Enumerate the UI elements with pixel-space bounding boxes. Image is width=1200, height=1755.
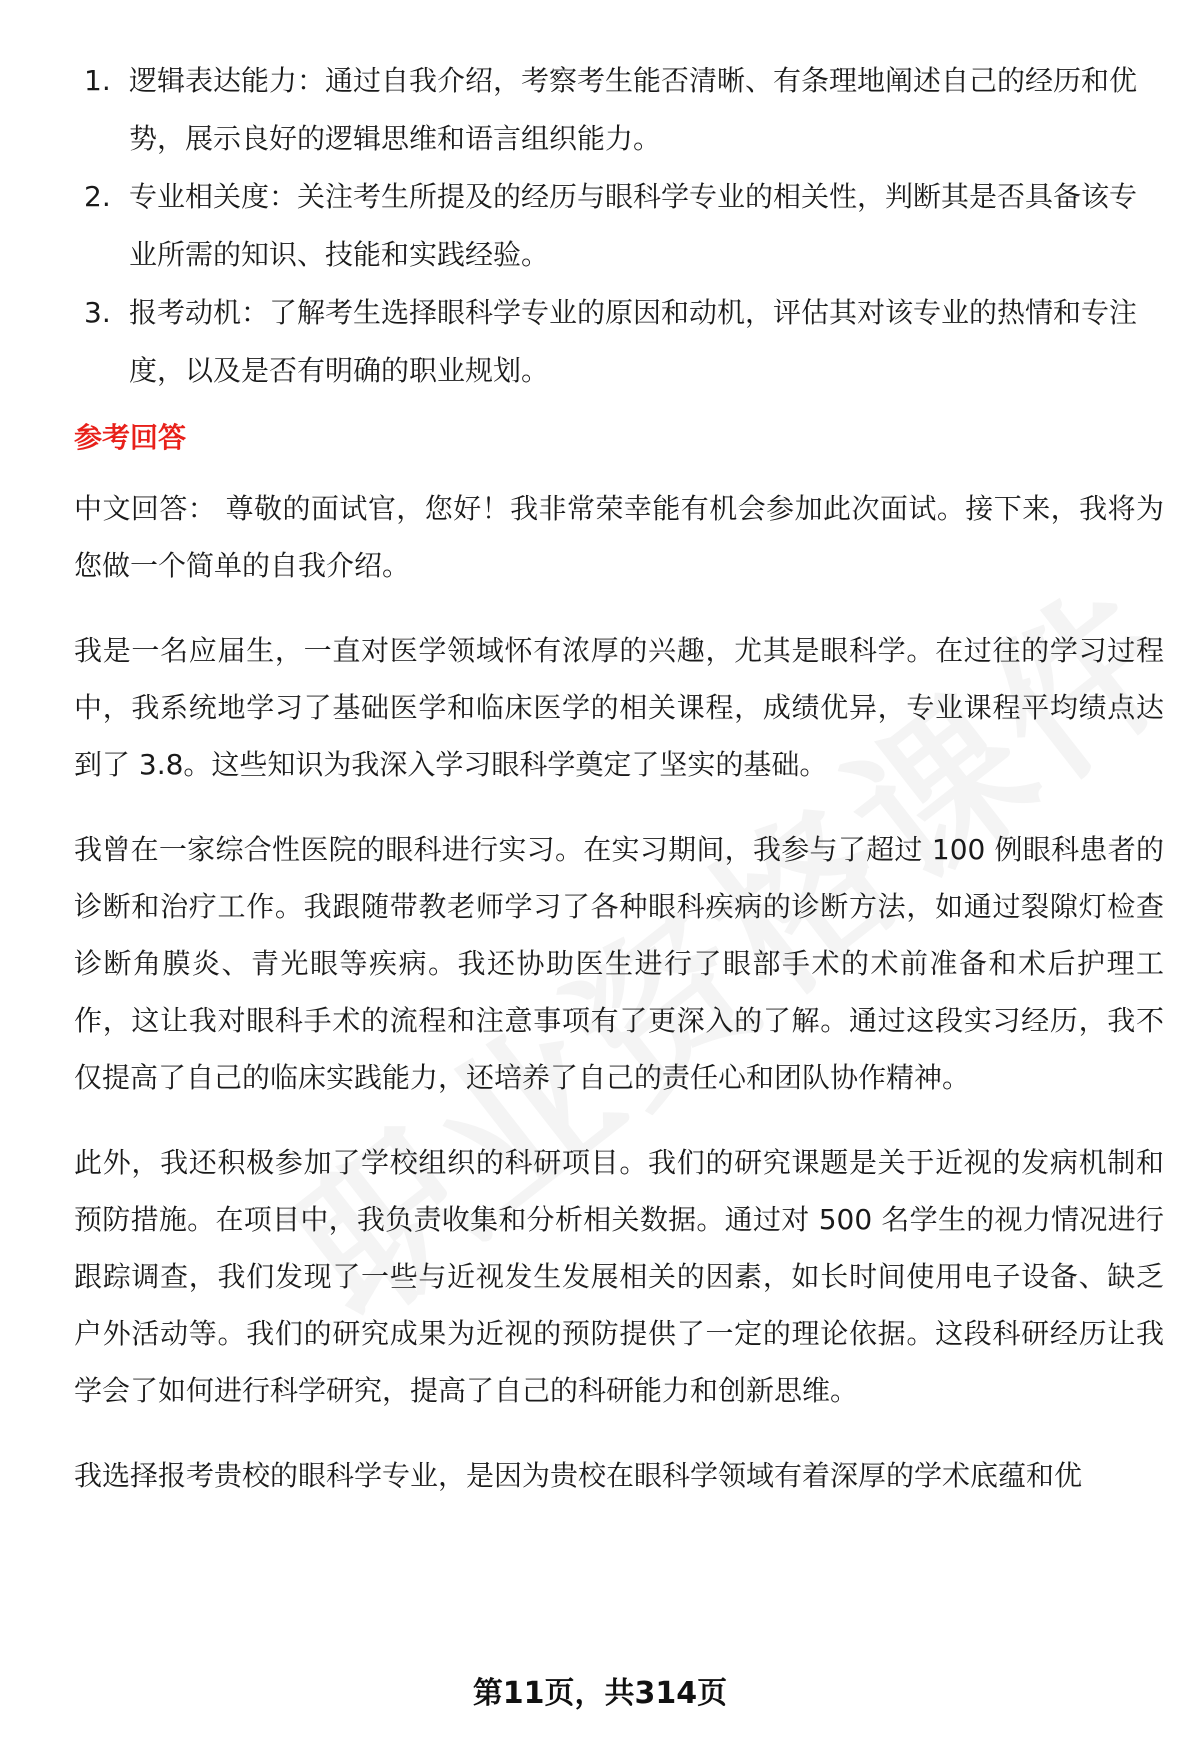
list-item-number: 3. <box>84 296 111 329</box>
list-item-text: 报考动机：了解考生选择眼科学专业的原因和动机，评估其对该专业的热情和专注度，以及是否有明确的职业规划。 <box>129 296 1138 387</box>
list-item <box>74 284 1164 400</box>
list-item-number: 2. <box>84 180 111 213</box>
paragraph: 此外，我还积极参加了学校组织的科研项目。我们的研究课题是关于近视的发病机制和预防措施。在项目中，我负责收集和分析相关数据。通过对 500 名学生的视力情况进行跟踪调查，我们发现了一些与近视发生发展相关的因素，如长时间使用电子设备、缺乏户外活动等。我们的研究成果为近视的预防提供了一定的理论依据。这段科研经历让我学会了如何进行科学研究，提高了自己的科研能力和创新思维。 <box>74 1146 1164 1407</box>
paragraph: 我曾在一家综合性医院的眼科进行实习。在实习期间，我参与了超过 100 例眼科患者的诊断和治疗工作。我跟随带教老师学习了各种眼科疾病的诊断方法，如通过裂隙灯检查诊断角膜炎、青光眼等疾病。我还协助医生进行了眼部手术的术前准备和术后护理工作，这让我对眼科手术的流程和注意事项有了更深入的了解。通过这段实习经历，我不仅提高了自己的临床实践能力，还培养了自己的责任心和团队协作精神。 <box>74 833 1164 1094</box>
paragraph: 我选择报考贵校的眼科学专业，是因为贵校在眼科学领域有着深厚的学术底蕴和优 <box>74 1459 1083 1492</box>
document-page <box>74 52 1164 1532</box>
criteria-list <box>74 52 1164 400</box>
list-item <box>74 52 1164 168</box>
list-item-text: 专业相关度：关注考生所提及的经历与眼科学专业的相关性，判断其是否具备该专业所需的知识、技能和实践经验。 <box>129 180 1138 271</box>
page-number: 第11页，共314页 <box>472 1676 728 1711</box>
paragraph: 中文回答： 尊敬的面试官，您好！我非常荣幸能有机会参加此次面试。接下来，我将为您做一个简单的自我介绍。 <box>74 492 1164 582</box>
list-item <box>74 168 1164 284</box>
section-heading: 参考回答 <box>74 421 187 454</box>
paragraph: 我是一名应届生，一直对医学领域怀有浓厚的兴趣，尤其是眼科学。在过往的学习过程中，我系统地学习了基础医学和临床医学的相关课程，成绩优异，专业课程平均绩点达到了 3.8。这些知识为我深入学习眼科学奠定了坚实的基础。 <box>74 634 1164 781</box>
list-item-number: 1. <box>84 64 111 97</box>
list-item-text: 逻辑表达能力：通过自我介绍，考察考生能否清晰、有条理地阐述自己的经历和优势，展示良好的逻辑思维和语言组织能力。 <box>129 64 1138 155</box>
